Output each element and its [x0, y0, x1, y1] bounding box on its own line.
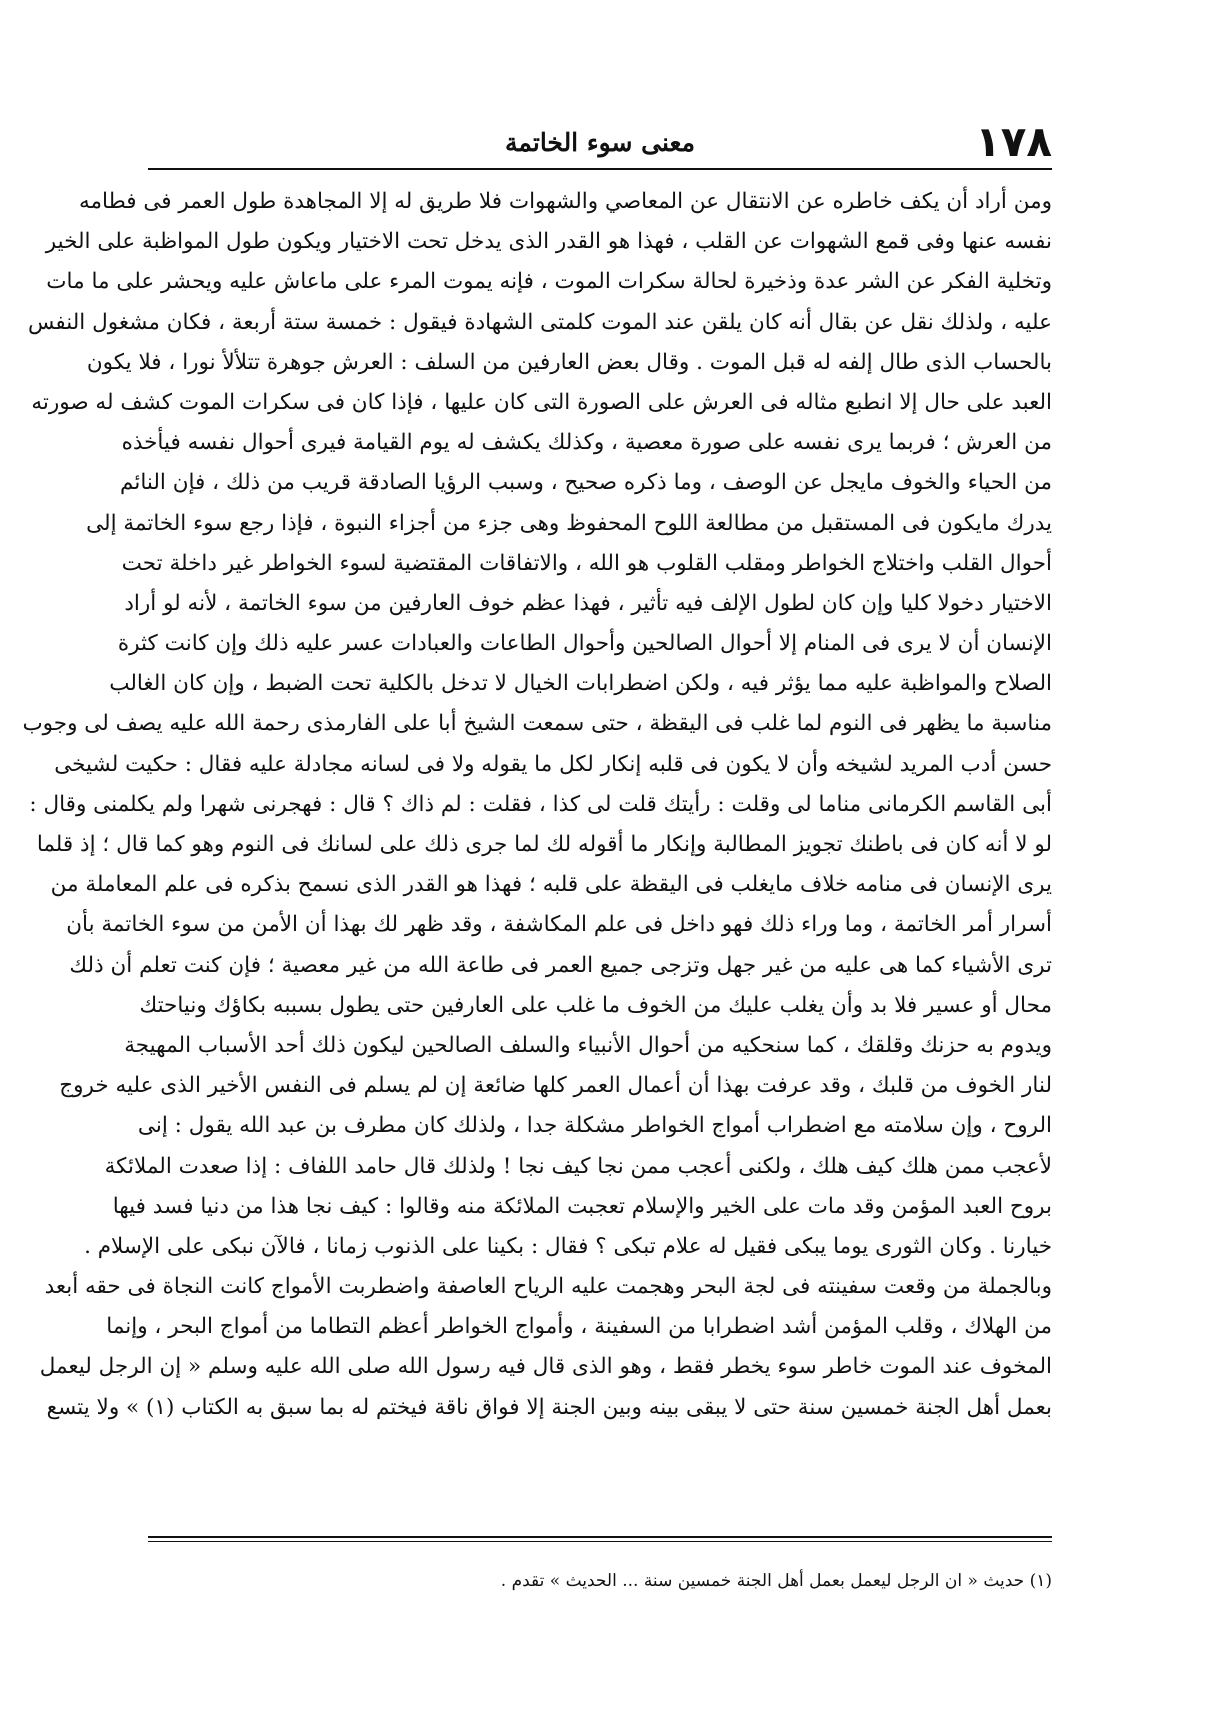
text-line: خيارنا . وكان الثورى يوما يبكى فقيل له علام تبكى ؟ فقال : بكينا على الذنوب زمانا ، فالآن نبكى على الإسلام . — [84, 1233, 1052, 1259]
running-title: معنى سوء الخاتمة — [505, 128, 695, 157]
text-line: مناسبة ما يظهر فى النوم لما غلب فى اليقظة ، حتى سمعت الشيخ أبا على الفارمذى رحمة الله عليه يصف لى وجوب — [22, 711, 1052, 737]
text-line: حسن أدب المريد لشيخه وأن لا يكون فى قلبه إنكار لكل ما يقوله ولا فى لسانه مجادلة عليه فقال : حكيت لشيخى — [54, 751, 1052, 777]
text-line: يدرك مايكون فى المستقبل من مطالعة اللوح المحفوظ وهى جزء من أجزاء النبوة ، فإذا رجع سوء الخاتمة إلى — [86, 510, 1052, 536]
text-line: أبى القاسم الكرمانى مناما لى وقلت : رأيتك قلت لى كذا ، فقلت : لم ذاك ؟ قال : فهجرنى شهرا ولم يكلمنى وقال : — [29, 791, 1052, 817]
text-line: من الهلاك ، وقلب المؤمن أشد اضطرابا من السفينة ، وأمواج الخواطر أعظم التطاما من أمواج البحر ، وإنما — [106, 1314, 1052, 1340]
text-line: بالحساب الذى طال إلفه له قبل الموت . وقال بعض العارفين من السلف : العرش جوهرة تتلألأ نورا ، فلا يكون — [86, 349, 1052, 375]
text-line: ويدوم به حزنك وقلقك ، كما سنحكيه من أحوال الأنبياء والسلف الصالحين ليكون ذلك أحد الأسباب المهيجة — [124, 1032, 1052, 1058]
text-line: عليه ، ولذلك نقل عن بقال أنه كان يلقن عند الموت كلمتى الشهادة فيقول : خمسة ستة أربعة ، فكان مشغول النفس — [27, 309, 1052, 335]
text-line: المخوف عند الموت خاطر سوء يخطر فقط ، وهو الذى قال فيه رسول الله صلى الله عليه وسلم « إن الرجل ليعمل — [39, 1354, 1052, 1380]
text-line: ومن أراد أن يكف خاطره عن الانتقال عن المعاصي والشهوات فلا طريق له إلا المجاهدة طول العمر فى فطامه — [79, 189, 1052, 214]
text-line: الصلاح والمواظبة عليه مما يؤثر فيه ، ولكن اضطرابات الخيال لا تدخل بالكلية تحت الضبط ، وإن كان الغالب — [109, 671, 1052, 697]
footnote-divider — [148, 1536, 1052, 1538]
text-line: نفسه عنها وفى قمع الشهوات عن القلب ، فهذا هو القدر الذى يدخل تحت الاختيار ويكون طول المواظبة على الخير — [45, 229, 1052, 255]
page-number: ١٧٨ — [975, 117, 1052, 166]
text-line: لنار الخوف من قلبك ، وقد عرفت بهذا أن أعمال العمر كلها ضائعة إن لم يسلم فى النفس الأخير الذى عليه خروج — [59, 1073, 1052, 1099]
page-header — [148, 117, 1052, 166]
text-line: ترى الأشياء كما هى عليه من غير جهل وتزجى جميع العمر فى طاعة الله من غير معصية ؛ فإن كنت تعلم أن ذلك — [69, 952, 1052, 978]
text-line: لو لا أنه كان فى باطنك تجويز المطالبة وإنكار ما أقوله لك لما جرى ذلك على لسانك فى النوم وهو كما قال ؛ إذ قلما — [36, 832, 1052, 857]
text-line: أسرار أمر الخاتمة ، وما وراء ذلك فهو داخل فى علم المكاشفة ، وقد ظهر لك بهذا أن الأمن من سوء الخاتمة بأن — [66, 912, 1052, 938]
text-line: الإنسان أن لا يرى فى المنام إلا أحوال الصالحين وأحوال الطاعات والعبادات عسر عليه ذلك وإن كانت كثرة — [117, 631, 1052, 657]
text-line: العبد على حال إلا انطبع مثاله فى العرش على الصورة التى كان عليها ، فإذا كان فى سكرات الموت كشف له صورته — [31, 389, 1052, 415]
text-line: وبالجملة من وقعت سفينته فى لجة البحر وهجمت عليه الرياح العاصفة واضطربت الأمواج كانت النجاة فى حقه أبعد — [44, 1274, 1052, 1300]
text-line: من العرش ؛ فربما يرى نفسه على صورة معصية ، وكذلك يكشف له يوم القيامة فيرى أحوال نفسه فيأخذه — [121, 430, 1052, 456]
text-line: الروح ، وإن سلامته مع اضطراب أمواج الخواطر مشكلة جدا ، ولذلك كان مطرف بن عبد الله يقول : إنى — [137, 1113, 1052, 1139]
text-line: بروح العبد المؤمن وقد مات على الخير والإسلام تعجبت الملائكة منه وقالوا : كيف نجا هذا من دنيا فسد فيها — [112, 1193, 1052, 1219]
header-divider — [148, 168, 1052, 170]
text-line: بعمل أهل الجنة خمسين سنة حتى لا يبقى بينه وبين الجنة إلا فواق ناقة فيختم له بما سبق به الكتاب (١) » ولا يتسع — [46, 1394, 1052, 1420]
text-line: يرى الإنسان فى منامه خلاف مايغلب فى اليقظة على قلبه ؛ فهذا هو القدر الذى نسمح بذكره فى علم المعاملة من — [50, 872, 1052, 898]
footnote-divider-thin — [148, 1541, 1052, 1542]
body-text — [22, 182, 1052, 1428]
text-line: أحوال القلب واختلاج الخواطر ومقلب القلوب هو الله ، والاتفاقات المقتضية لسوء الخواطر غير داخلة تحت — [121, 550, 1052, 576]
footnote: (١) حديث « ان الرجل ليعمل بعمل أهل الجنة خمسين سنة ... الحديث » تقدم . — [500, 1571, 1052, 1591]
text-line: وتخلية الفكر عن الشر عدة وذخيرة لحالة سكرات الموت ، فإنه يموت المرء على ماعاش عليه ويحشر على ما مات — [46, 269, 1052, 295]
text-line: من الحياء والخوف مايجل عن الوصف ، وما ذكره صحيح ، وسبب الرؤيا الصادقة قريب من ذلك ، فإن النائم — [120, 470, 1052, 496]
text-line: الاختيار دخولا كليا وإن كان لطول الإلف فيه تأثير ، فهذا عظم خوف العارفين من سوء الخاتمة ، لأنه لو أراد — [124, 590, 1052, 616]
text-line: لأعجب ممن هلك كيف هلك ، ولكنى أعجب ممن نجا كيف نجا ! ولذلك قال حامد اللفاف : إذا صعدت الملائكة — [104, 1153, 1052, 1179]
text-line: محال أو عسير فلا بد وأن يغلب عليك من الخوف ما غلب على العارفين حتى يطول بسببه بكاؤك ونياحتك — [139, 992, 1052, 1018]
